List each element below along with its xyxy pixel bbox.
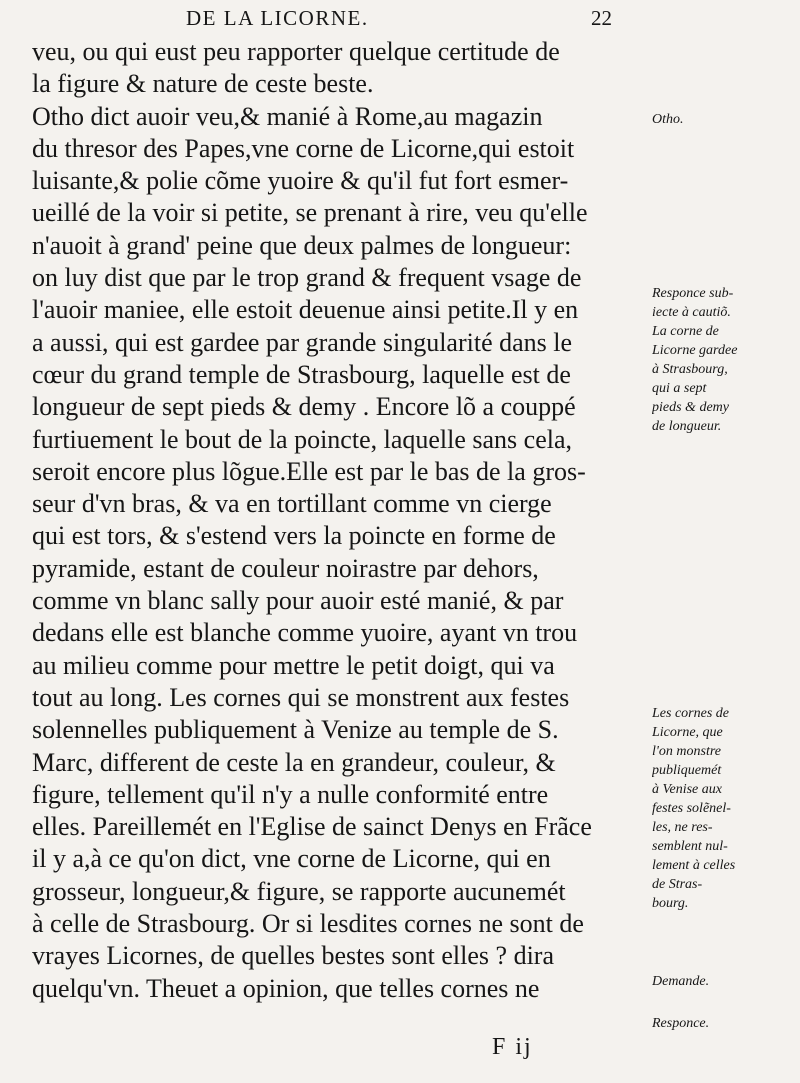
margin-note-otho <box>652 110 792 129</box>
margin-note-line: de Stras- <box>652 877 703 892</box>
running-title: DE LA LICORNE. <box>186 6 369 30</box>
margin-note-line: lement à celles <box>652 858 736 873</box>
margin-note-line: Demande. <box>652 974 710 989</box>
text-line: la figure & nature de ceste beste. <box>32 69 374 99</box>
text-line: comme vn blanc sally pour auoir esté manié, & par <box>32 586 564 616</box>
text-line: n'auoit à grand' peine que deux palmes de longueur: <box>32 230 572 260</box>
margin-note-line: à Strasbourg, <box>652 362 728 377</box>
text-line: cœur du grand temple de Strasbourg, laquelle est de <box>32 359 571 389</box>
text-line: il y a,à ce qu'on dict, vne corne de Licorne, qui en <box>32 844 551 874</box>
text-line: tout au long. Les cornes qui se monstrent aux festes <box>32 682 570 712</box>
margin-note-line: pieds & demy <box>652 400 729 415</box>
margin-note-line: bourg. <box>652 896 689 911</box>
text-line: qui est tors, & s'estend vers la poincte en forme de <box>32 521 556 551</box>
text-line: au milieu comme pour mettre le petit doigt, qui va <box>32 650 555 680</box>
margin-note-line: festes solẽnel- <box>652 801 731 816</box>
margin-note-line: semblent nul- <box>652 839 728 854</box>
text-line: Marc, different de ceste la en grandeur, couleur, & <box>32 747 556 777</box>
margin-note-line: à Venise aux <box>652 782 722 797</box>
margin-note-line: les, ne res- <box>652 820 713 835</box>
text-line: l'auoir maniee, elle estoit deuenue ainsi petite.Il y en <box>32 295 579 325</box>
text-line: solennelles publiquement à Venize au temple de S. <box>32 715 559 745</box>
margin-note-line: Responce. <box>652 1016 710 1031</box>
margin-note-line: Licorne gardee <box>652 343 738 358</box>
text-line: luisante,& polie cõme yuoire & qu'il fut fort esmer- <box>32 166 569 196</box>
text-line: figure, tellement qu'il n'y a nulle conformité entre <box>32 779 549 809</box>
text-line: ueillé de la voir si petite, se prenant à rire, veu qu'elle <box>32 198 588 228</box>
margin-note-line: qui a sept <box>652 381 707 396</box>
text-line: vrayes Licornes, de quelles bestes sont elles ? dira <box>32 941 554 971</box>
text-line: quelqu'vn. Theuet a opinion, que telles cornes ne <box>32 973 540 1003</box>
margin-note-line: Les cornes de <box>652 706 729 721</box>
text-line: grosseur, longueur,& figure, se rapporte aucunemét <box>32 876 566 906</box>
margin-note-line: de longueur. <box>652 419 722 434</box>
text-line: veu, ou qui eust peu rapporter quelque certitude de <box>32 37 560 66</box>
text-line: pyramide, estant de couleur noirastre par dehors, <box>32 553 539 583</box>
text-line: du thresor des Papes,vne corne de Licorne,qui estoit <box>32 133 575 163</box>
text-line: Otho dict auoir veu,& manié à Rome,au magazin <box>32 101 543 131</box>
text-line: longueur de sept pieds & demy . Encore lõ a couppé <box>32 392 576 422</box>
margin-note-line: Responce sub- <box>652 286 734 301</box>
text-line: seroit encore plus lõgue.Elle est par le bas de la gros- <box>32 456 586 486</box>
margin-note-line: Otho. <box>652 112 684 127</box>
margin-note-demande <box>652 972 792 991</box>
signature-mark: F ij <box>492 1034 533 1060</box>
main-text-block <box>32 36 642 1005</box>
text-line: a aussi, qui est gardee par grande singularité dans le <box>32 327 573 357</box>
text-line: dedans elle est blanche comme yuoire, ayant vn trou <box>32 618 578 648</box>
margin-note-line: La corne de <box>652 324 719 339</box>
margin-note-responce <box>652 1014 792 1033</box>
margin-note-cornes-venise <box>652 704 792 913</box>
page-number: 22 <box>591 6 612 30</box>
text-line: furtiuement le bout de la poincte, laquelle sans cela, <box>32 424 573 454</box>
margin-note-responce-subiecte <box>652 284 792 436</box>
text-line: elles. Pareillemét en l'Eglise de sainct Denys en Frãce <box>32 812 592 842</box>
margin-note-line: publiquemét <box>652 763 722 778</box>
margin-note-line: iecte à cautiõ. <box>652 305 731 320</box>
text-line: on luy dist que par le trop grand & frequent vsage de <box>32 263 582 293</box>
text-line: à celle de Strasbourg. Or si lesdites cornes ne sont de <box>32 909 584 939</box>
margin-note-line: Licorne, que <box>652 725 723 740</box>
margin-note-line: l'on monstre <box>652 744 721 759</box>
text-line: seur d'vn bras, & va en tortillant comme vn cierge <box>32 489 552 519</box>
